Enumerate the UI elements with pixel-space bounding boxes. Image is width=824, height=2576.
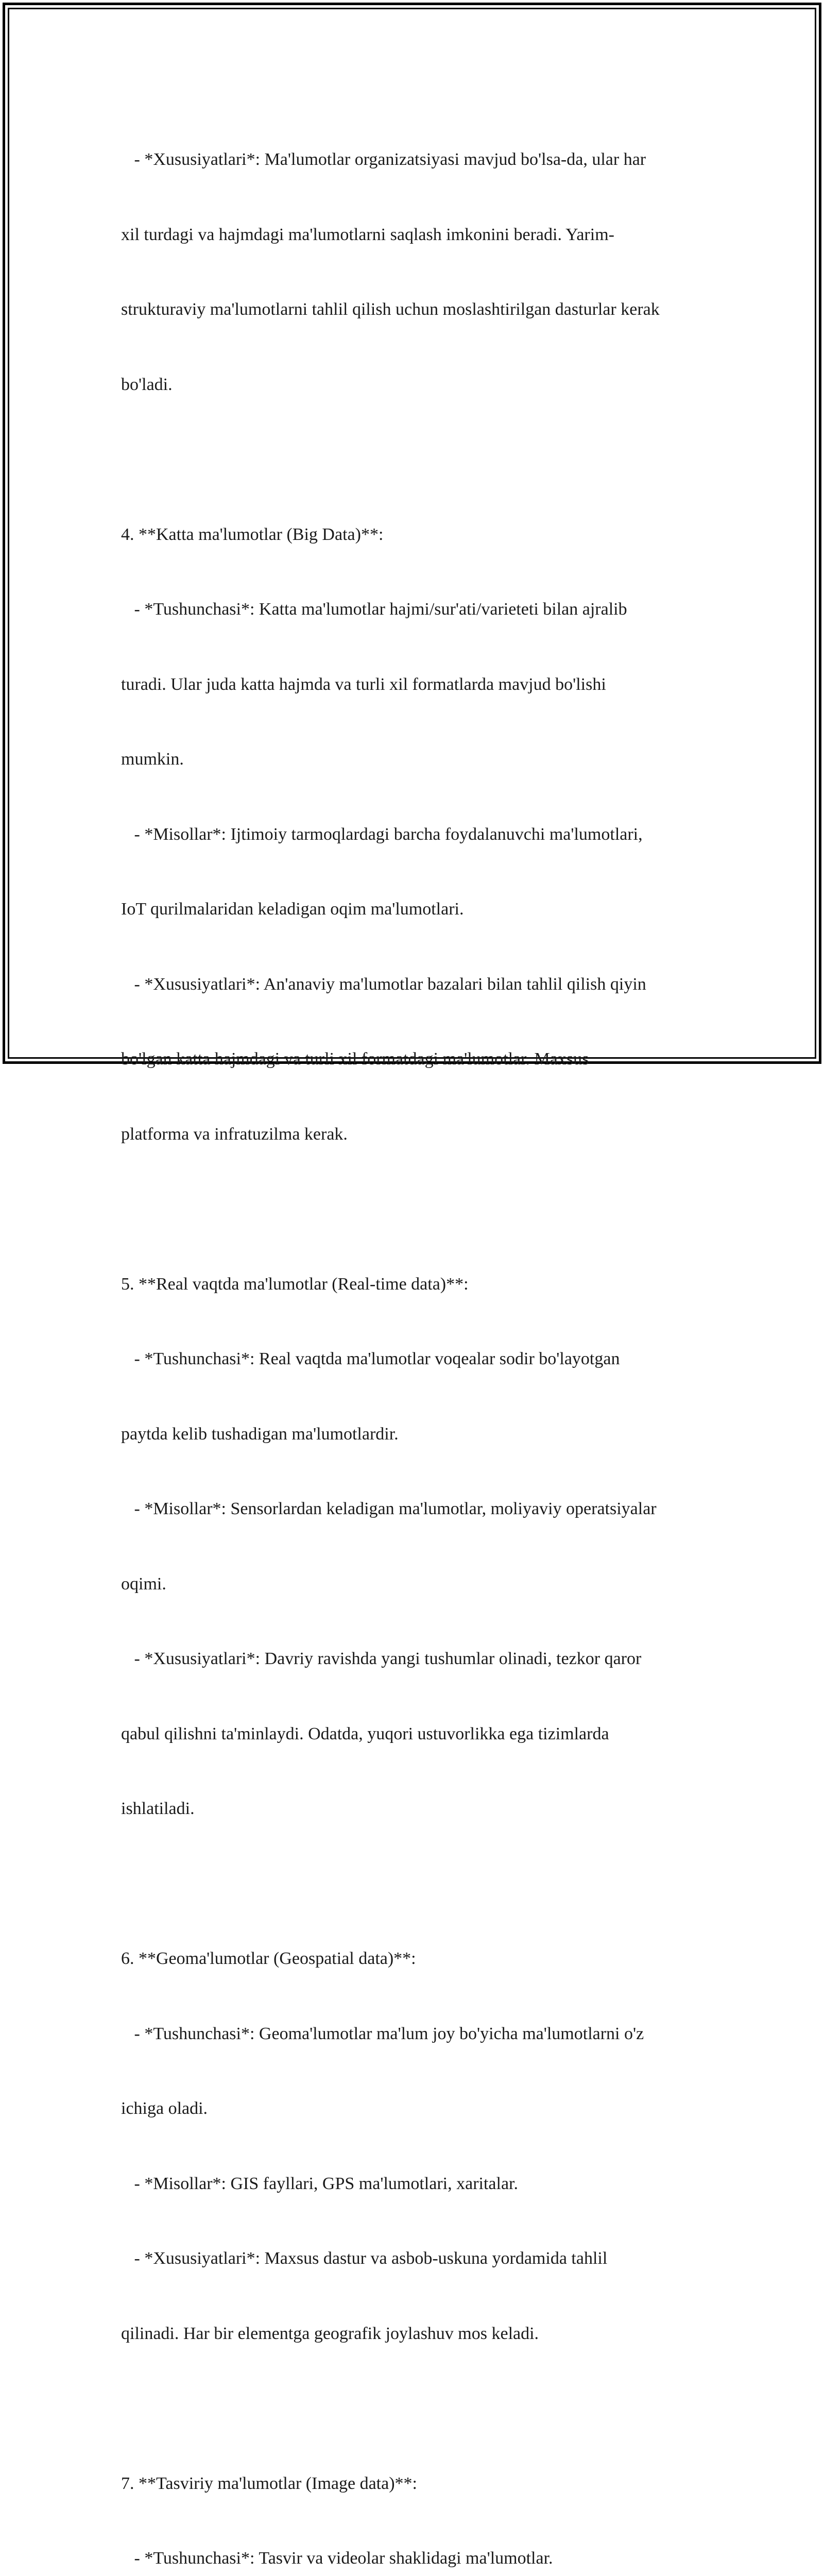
- text-line: - *Misollar*: Ijtimoiy tarmoqlardagi barcha foydalanuvchi ma'lumotlari,: [121, 824, 643, 844]
- section-heading: 4. **Katta ma'lumotlar (Big Data)**:: [121, 524, 384, 544]
- text-line: - *Tushunchasi*: Tasvir va videolar shaklidagi ma'lumotlar.: [121, 2549, 553, 2568]
- text-line: - *Xususiyatlari*: An'anaviy ma'lumotlar bazalari bilan tahlil qilish qiyin: [121, 974, 646, 994]
- text-line: - *Misollar*: GIS fayllari, GPS ma'lumotlari, xaritalar.: [121, 2174, 518, 2193]
- blank-line: [121, 1197, 713, 1222]
- text-line: mumkin.: [121, 750, 184, 769]
- text-line: - *Xususiyatlari*: Ma'lumotlar organizatsiyasi mavjud bo'lsa-da, ular har: [121, 150, 646, 169]
- text-line: bo'ladi.: [121, 375, 173, 394]
- blank-line: [121, 447, 713, 472]
- text-line: xil turdagi va hajmdagi ma'lumotlarni saqlash imkonini beradi. Yarim-: [121, 225, 614, 244]
- document-body: [121, 97, 713, 2576]
- text-line: platforma va infratuzilma kerak.: [121, 1124, 348, 1144]
- text-line: - *Tushunchasi*: Real vaqtda ma'lumotlar voqealar sodir bo'layotgan: [121, 1349, 620, 1368]
- text-line: - *Misollar*: Sensorlardan keladigan ma'lumotlar, moliyaviy operatsiyalar: [121, 1499, 657, 1518]
- text-line: ichiga oladi.: [121, 2099, 208, 2118]
- text-line: IoT qurilmalaridan keladigan oqim ma'lumotlari.: [121, 900, 464, 919]
- text-line: turadi. Ular juda katta hajmda va turli xil formatlarda mavjud bo'lishi: [121, 674, 606, 694]
- text-line: qabul qilishni ta'minlaydi. Odatda, yuqori ustuvorlikka ega tizimlarda: [121, 1724, 609, 1743]
- blank-line: [121, 2396, 713, 2421]
- section-heading: 6. **Geoma'lumotlar (Geospatial data)**:: [121, 1949, 416, 1968]
- text-line: ishlatiladi.: [121, 1799, 195, 1818]
- section-heading: 5. **Real vaqtda ma'lumotlar (Real-time data)**:: [121, 1274, 469, 1294]
- text-line: paytda kelib tushadigan ma'lumotlardir.: [121, 1424, 399, 1444]
- blank-line: [121, 1872, 713, 1897]
- text-line: - *Xususiyatlari*: Davriy ravishda yangi tushumlar olinadi, tezkor qaror: [121, 1649, 642, 1668]
- section-heading: 7. **Tasviriy ma'lumotlar (Image data)**:: [121, 2473, 417, 2493]
- text-line: qilinadi. Har bir elementga geografik joylashuv mos keladi.: [121, 2324, 539, 2343]
- text-line: - *Tushunchasi*: Katta ma'lumotlar hajmi/sur'ati/varieteti bilan ajralib: [121, 600, 627, 619]
- text-line: - *Tushunchasi*: Geoma'lumotlar ma'lum joy bo'yicha ma'lumotlarni o'z: [121, 2024, 644, 2043]
- text-line: oqimi.: [121, 1574, 166, 1594]
- text-line: - *Xususiyatlari*: Maxsus dastur va asbob-uskuna yordamida tahlil: [121, 2249, 608, 2268]
- text-line: bo'lgan katta hajmdagi va turli xil formatdagi ma'lumotlar. Maxsus: [121, 1049, 589, 1069]
- text-line: strukturaviy ma'lumotlarni tahlil qilish uchun moslashtirilgan dasturlar kerak: [121, 300, 660, 319]
